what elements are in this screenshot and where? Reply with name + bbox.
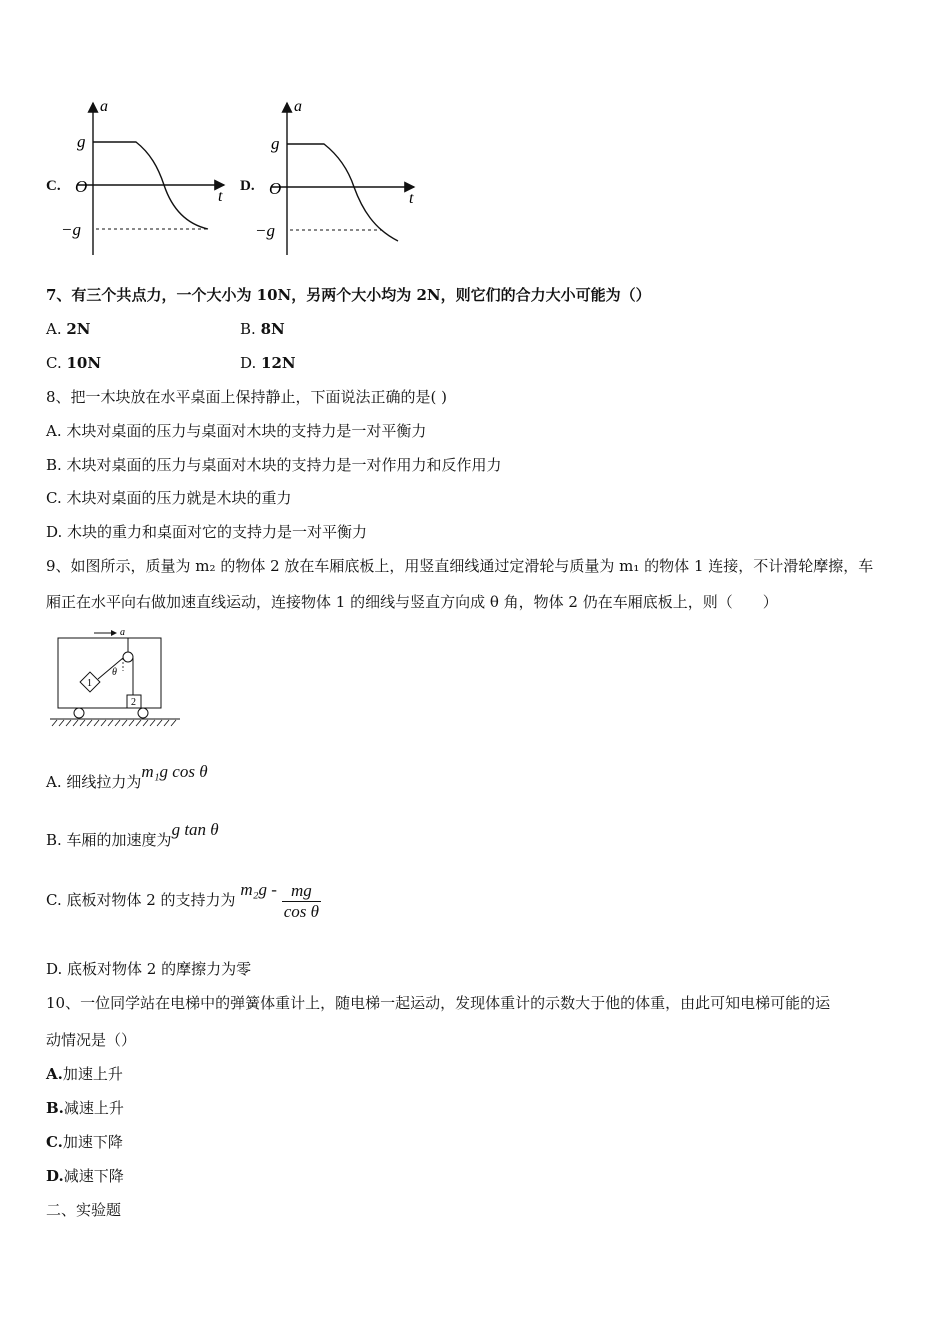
option-math: m₁g cos θ bbox=[141, 762, 208, 781]
string-to-block1 bbox=[98, 658, 123, 679]
angle-label: θ bbox=[112, 667, 117, 678]
option-text: 8N bbox=[260, 320, 285, 338]
q10-option-b bbox=[46, 1098, 124, 1118]
q7-option-b bbox=[240, 319, 285, 339]
option-text: 10N bbox=[66, 354, 102, 372]
option-text: A. 细线拉力为 bbox=[46, 773, 142, 791]
q9-option-b bbox=[46, 820, 219, 850]
option-label: C. bbox=[46, 1133, 63, 1151]
option-label: B. bbox=[240, 320, 261, 338]
tick-g: g bbox=[271, 134, 280, 153]
option-text: 2N bbox=[66, 320, 91, 338]
q9-option-c bbox=[46, 880, 321, 922]
fraction-denominator: cos θ bbox=[283, 901, 319, 921]
option-label: D. bbox=[46, 1167, 64, 1185]
q8-stem: 8、把一木块放在水平桌面上保持静止，下面说法正确的是( ) bbox=[46, 388, 448, 406]
tick-neg-g: −g bbox=[255, 221, 275, 240]
option-text: 减速上升 bbox=[63, 1099, 124, 1117]
option-math: m₂g - bbox=[240, 880, 277, 899]
q6-graph-d bbox=[252, 95, 427, 260]
q9-option-d: D. 底板对物体 2 的摩擦力为零 bbox=[46, 960, 252, 978]
q8-option-c: C. 木块对桌面的压力就是木块的重力 bbox=[46, 489, 292, 507]
option-label: B. bbox=[46, 1099, 64, 1117]
q8-option-a: A. 木块对桌面的压力与桌面对木块的支持力是一对平衡力 bbox=[46, 422, 427, 440]
acceleration-label: a bbox=[120, 627, 125, 638]
axis-label-t: t bbox=[409, 190, 414, 207]
pulley bbox=[123, 652, 133, 662]
axis-label-a: a bbox=[100, 98, 108, 115]
section-title: 二、实验题 bbox=[46, 1201, 122, 1219]
q7-option-d bbox=[240, 353, 296, 373]
block-2-label: 2 bbox=[131, 697, 136, 708]
q7-stem: 7、有三个共点力，一个大小为 10N，另两个大小均为 2N，则它们的合力大小可能为（） bbox=[46, 286, 651, 304]
q10-option-a bbox=[46, 1064, 123, 1084]
q10-stem-line1: 10、一位同学站在电梯中的弹簧体重计上，随电梯一起运动，发现体重计的示数大于他的体重，由此可知电梯可能的运 bbox=[46, 994, 831, 1012]
option-fraction bbox=[282, 881, 321, 922]
option-text: B. 车厢的加速度为 bbox=[46, 831, 172, 849]
q9-option-a bbox=[46, 762, 208, 792]
q6-graph-c bbox=[58, 95, 233, 260]
ground-hatching bbox=[52, 720, 176, 726]
q7-option-a bbox=[46, 319, 91, 339]
q8-option-b: B. 木块对桌面的压力与桌面对木块的支持力是一对作用力和反作用力 bbox=[46, 456, 502, 474]
option-label: C. bbox=[46, 354, 67, 372]
q10-option-d bbox=[46, 1166, 124, 1186]
axis-label-a: a bbox=[294, 98, 302, 115]
curve bbox=[287, 144, 398, 241]
q8-option-d: D. 木块的重力和桌面对它的支持力是一对平衡力 bbox=[46, 523, 368, 541]
option-label: A. bbox=[46, 320, 67, 338]
axis-label-t: t bbox=[218, 188, 223, 205]
q7-option-c bbox=[46, 353, 101, 373]
q6-option-c-label: C. bbox=[46, 178, 61, 194]
carriage bbox=[58, 638, 161, 708]
q9-stem-line1: 9、如图所示，质量为 m₂ 的物体 2 放在车厢底板上，用竖直细线通过定滑轮与质量为 m₁ 的物体 1 连接，不计滑轮摩擦，车 bbox=[46, 557, 874, 575]
q9-stem-line2: 厢正在水平向右做加速直线运动，连接物体 1 的细线与竖直方向成 θ 角，物体 2 仍在车厢底板上，则（ ） bbox=[46, 593, 778, 611]
option-label: A. bbox=[46, 1065, 63, 1083]
option-text: 减速下降 bbox=[63, 1167, 124, 1185]
option-text: C. 底板对物体 2 的支持力为 bbox=[46, 891, 236, 909]
wheel-right bbox=[138, 708, 148, 718]
block-1-label: 1 bbox=[87, 678, 92, 689]
option-label: D. bbox=[240, 354, 262, 372]
tick-g: g bbox=[77, 132, 86, 151]
fraction-numerator: mg bbox=[282, 881, 321, 902]
q6-option-d-label: D. bbox=[240, 178, 255, 194]
option-text: 加速下降 bbox=[62, 1133, 123, 1151]
option-math: g tan θ bbox=[171, 820, 219, 839]
option-text: 12N bbox=[261, 354, 296, 372]
q9-figure bbox=[46, 625, 186, 730]
wheel-left bbox=[74, 708, 84, 718]
q10-option-c bbox=[46, 1132, 123, 1152]
q10-stem-line2: 动情况是（） bbox=[46, 1031, 137, 1049]
tick-o: O bbox=[269, 179, 282, 198]
option-text: 加速上升 bbox=[62, 1065, 123, 1083]
tick-o: O bbox=[75, 177, 88, 196]
tick-neg-g: −g bbox=[61, 220, 81, 239]
